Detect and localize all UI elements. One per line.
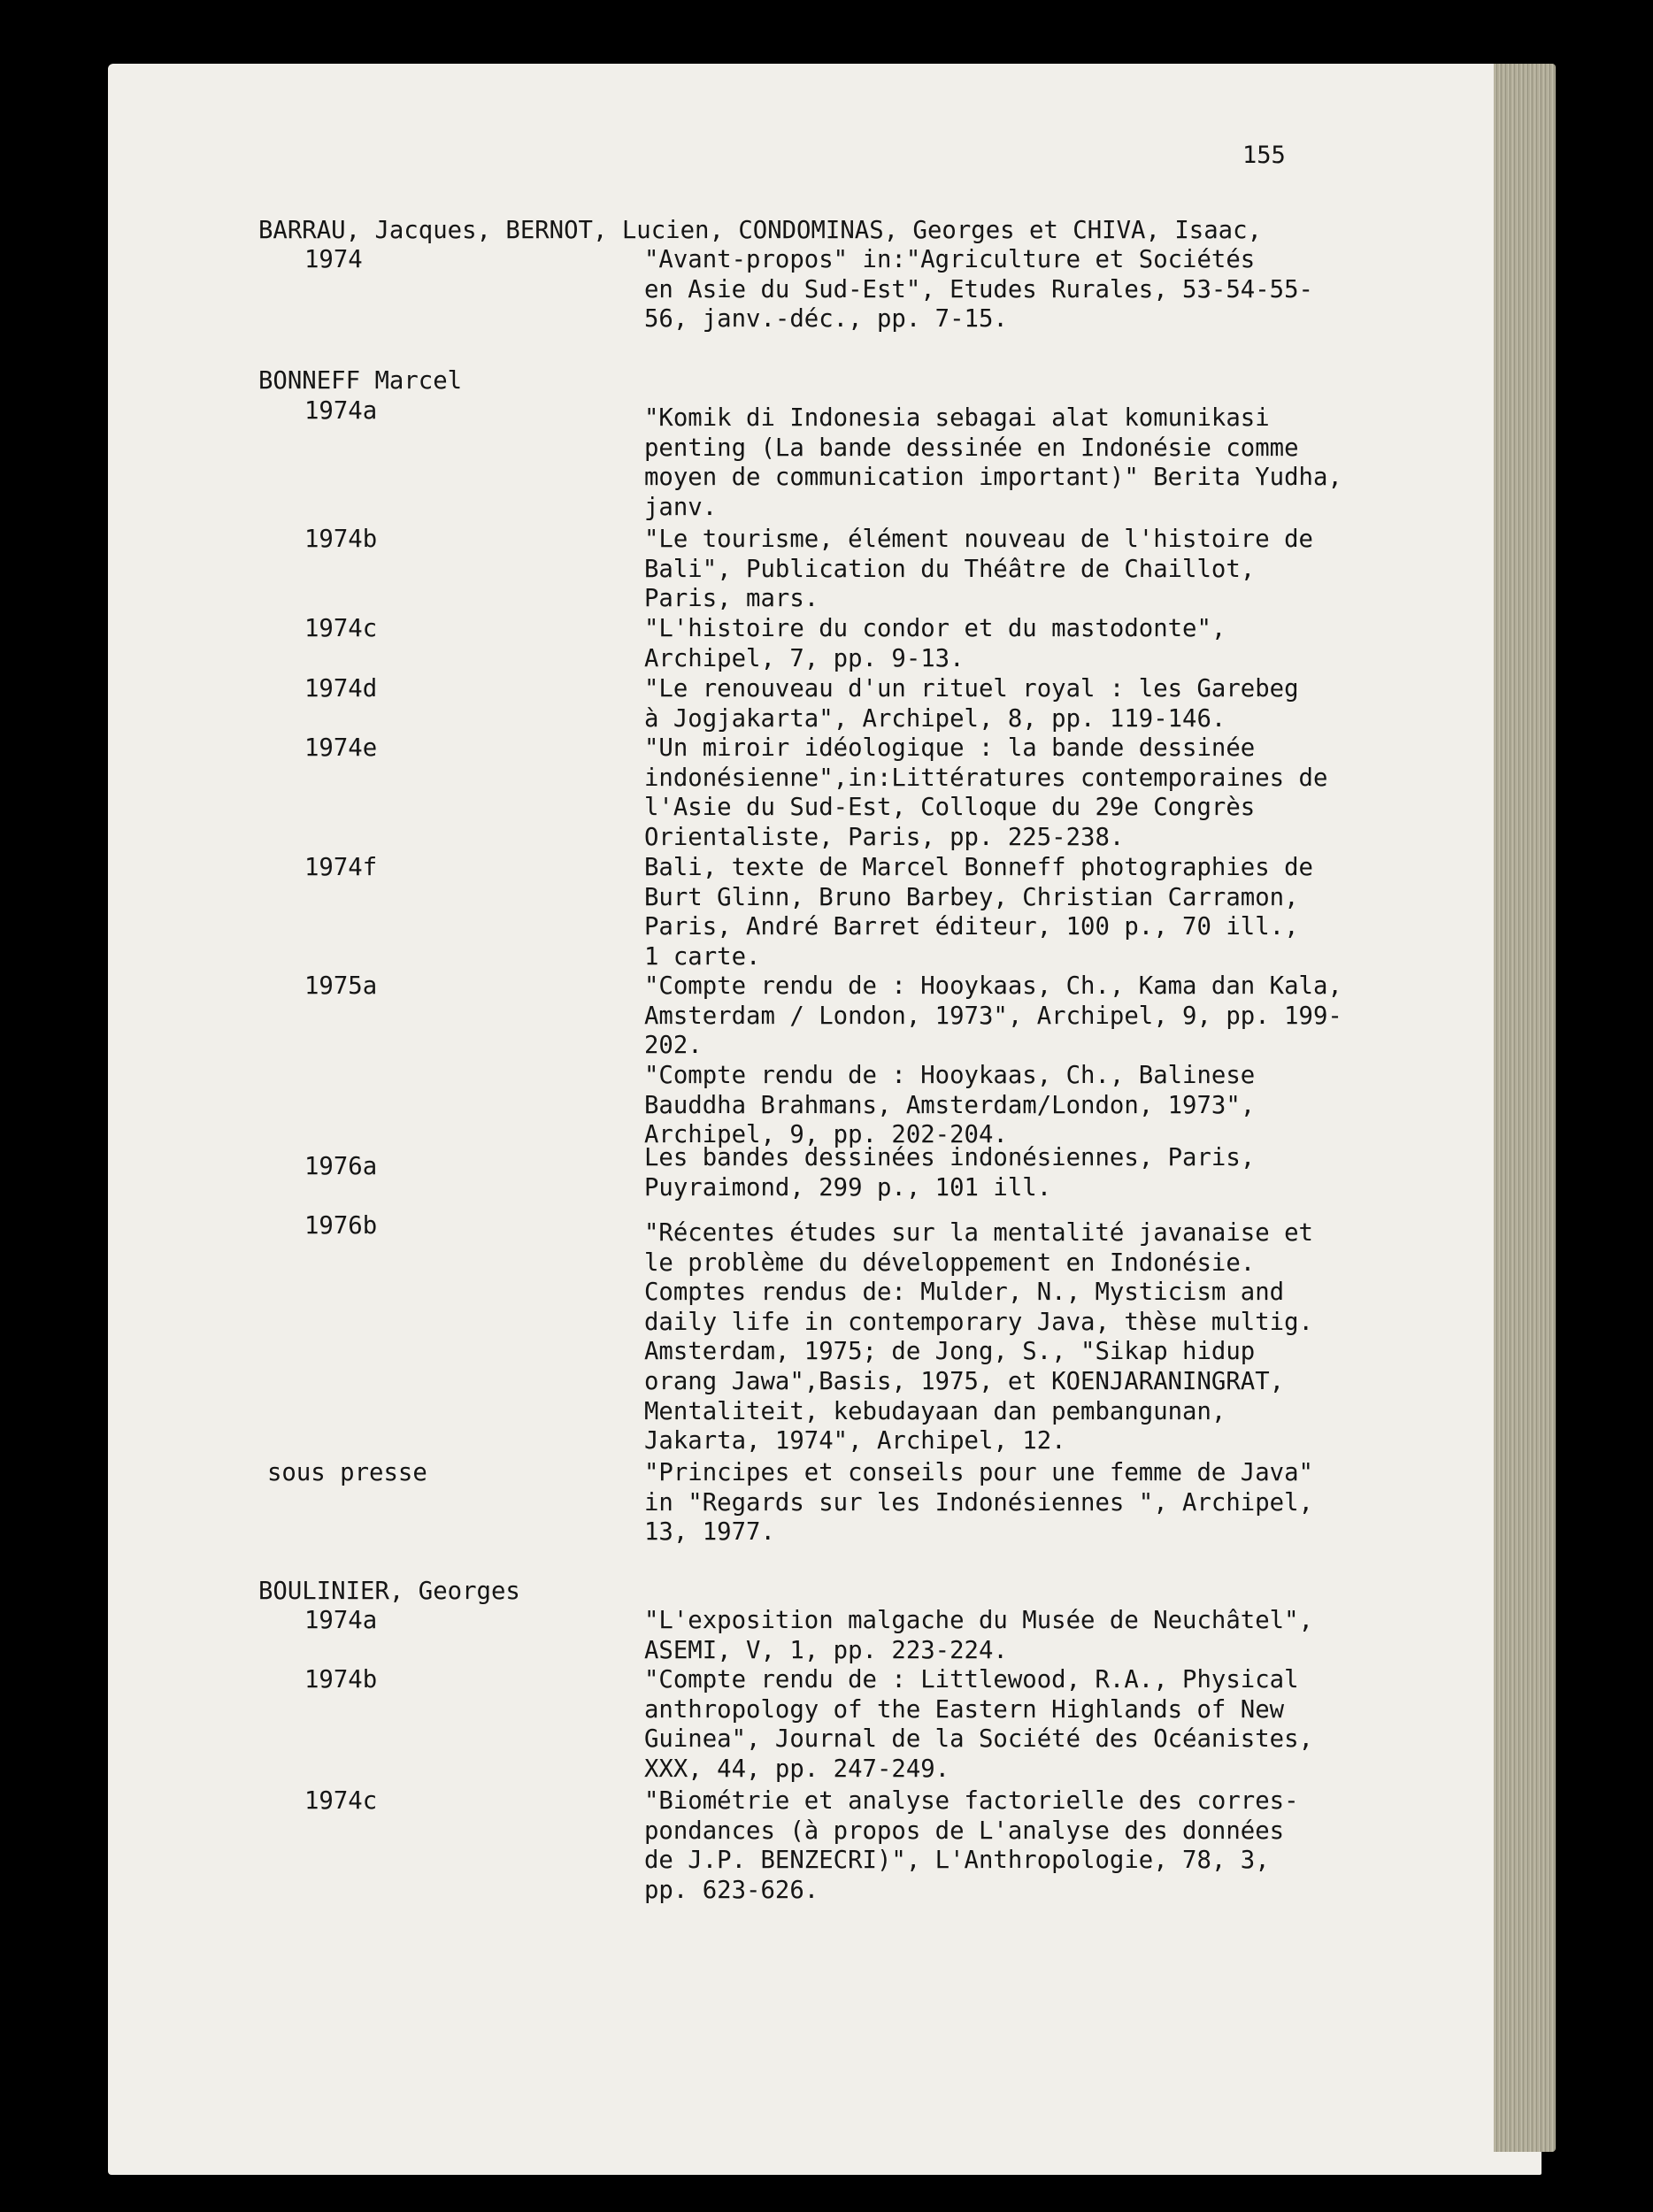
entry-year: 1974b [304, 526, 378, 553]
entry-text: "L'histoire du condor et du mastodonte", Archipel, 7, pp. 9-13. [644, 615, 1226, 672]
entry-year: 1974e [304, 734, 378, 762]
entry-year: 1974b [304, 1666, 378, 1694]
author-heading: BARRAU, Jacques, BERNOT, Lucien, CONDOMINAS, Georges et CHIVA, Isaac, [258, 217, 1262, 244]
entry-year: 1974c [304, 615, 378, 642]
entry-text: "Principes et conseils pour une femme de Java" in "Regards sur les Indonésiennes ", Archipel, 13, 1977. [644, 1459, 1313, 1547]
entry-text: "Un miroir idéologique : la bande dessinée indonésienne",in:Littératures contemporaines de l'Asie du Sud-Est, Colloque du 29e Congrès Orientaliste, Paris, pp. 225-238. [644, 734, 1328, 851]
entry-text: "L'exposition malgache du Musée de Neuchâtel", ASEMI, V, 1, pp. 223-224. [644, 1607, 1313, 1664]
entry-year: 1976a [304, 1153, 378, 1180]
entry-year: 1974a [304, 1607, 378, 1634]
entry-text: "Le renouveau d'un rituel royal : les Garebeg à Jogjakarta", Archipel, 8, pp. 119-146. [644, 675, 1299, 733]
entry-text: "Compte rendu de : Hooykaas, Ch., Kama dan Kala, Amsterdam / London, 1973", Archipel, 9, pp. 199- 202. [644, 972, 1342, 1060]
entry-text: "Avant-propos" in:"Agriculture et Sociétés en Asie du Sud-Est", Etudes Rurales, 53-54-55- 56, janv.-déc., pp. 7-15. [644, 246, 1313, 334]
entry-year: 1976b [304, 1212, 378, 1240]
page-number: 155 [1242, 142, 1286, 169]
entry-year: 1974a [304, 397, 378, 425]
entry-text: "Komik di Indonesia sebagai alat komunikasi penting (La bande dessinée en Indonésie comme moyen de communication important)" Berita Yudha, janv. [644, 404, 1342, 521]
entry-year: 1974 [304, 246, 363, 273]
entry-text: "Compte rendu de : Hooykaas, Ch., Balinese Bauddha Brahmans, Amsterdam/London, 1973", Archipel, 9, pp. 202-204. [644, 1062, 1256, 1149]
entry-text: "Récentes études sur la mentalité javanaise et le problème du développement en Indonésie. Comptes rendus de: Mulder, N., Mysticism and daily life in contemporary Java, thèse multig. Amsterdam, 1975; de Jong, S., "Sikap hidup orang Jawa",Basis, 1975, et KOENJARANINGRAT, Mentaliteit, kebudayaan dan pembangunan, Jakarta, 1974", Archipel, 12. [644, 1219, 1313, 1455]
entry-year: 1974d [304, 675, 378, 703]
entry-text: "Le tourisme, élément nouveau de l'histoire de Bali", Publication du Théâtre de Chaillot, Paris, mars. [644, 526, 1313, 613]
bibliography [152, 216, 1426, 1985]
author-heading: BONNEFF Marcel [258, 367, 463, 395]
entry-text: "Biométrie et analyse factorielle des corres- pondances (à propos de L'analyse des données de J.P. BENZECRI)", L'Anthropologie, 78, 3, pp. 623-626. [644, 1787, 1299, 1904]
entry-year: 1974f [304, 854, 378, 881]
author-heading: BOULINIER, Georges [258, 1578, 520, 1605]
entry-year: sous presse [267, 1459, 427, 1486]
entry-year: 1975a [304, 972, 378, 1000]
entry-text: Les bandes dessinées indonésiennes, Paris, Puyraimond, 299 p., 101 ill. [644, 1144, 1256, 1202]
entry-text: "Compte rendu de : Littlewood, R.A., Physical anthropology of the Eastern Highlands of New Guinea", Journal de la Société des Océanistes, XXX, 44, pp. 247-249. [644, 1666, 1313, 1783]
entry-text: Bali, texte de Marcel Bonneff photographies de Burt Glinn, Bruno Barbey, Christian Carramon, Paris, André Barret éditeur, 100 p., 70 ill., 1 carte. [644, 854, 1313, 971]
page-edge [1494, 64, 1556, 2152]
entry-year: 1974c [304, 1787, 378, 1815]
